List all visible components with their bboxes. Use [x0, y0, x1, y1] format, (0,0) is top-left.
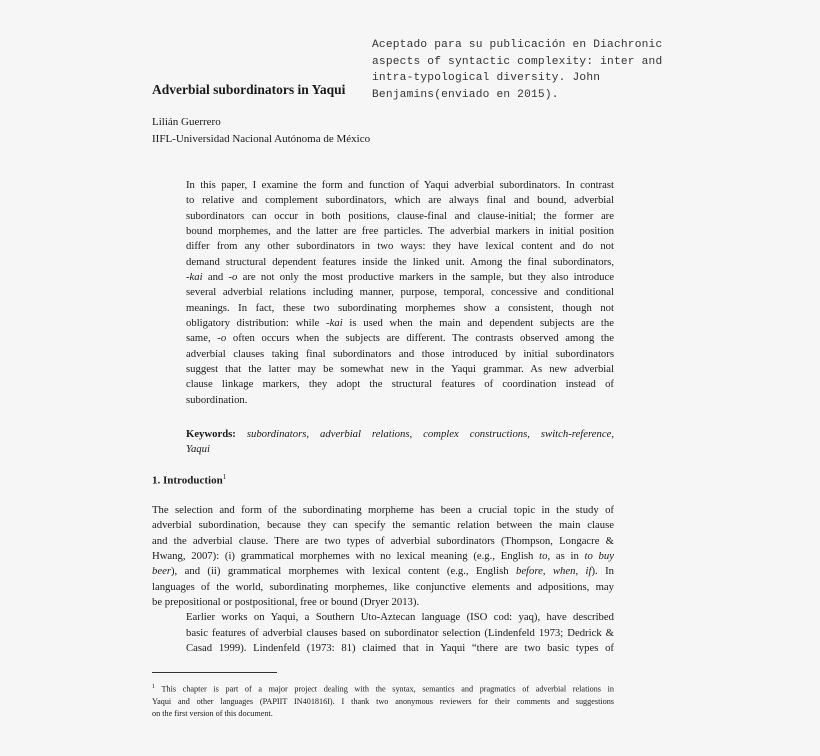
note-line: aspects of syntactic complexity: inter and: [372, 55, 663, 68]
footnote-line: $^1$ This chapter is part of a major project dealing with the syntax, semantics and pragmatics of adverbial relations in: [152, 684, 614, 694]
footnote-number: 1: [152, 684, 155, 690]
text-line: and the adverbial clause. There are two types of adverbial subordinators (Thompson, Longacre &: [152, 534, 614, 547]
text-line: bound morphemes, and the latter are free particles. The adverbial markers in initial position: [186, 225, 614, 238]
text-line: -kai and -o are not only the most productive markers in the sample, but they also introduce: [186, 271, 614, 284]
footnote: [152, 681, 614, 720]
paper-title: Adverbial subordinators in Yaqui: [152, 82, 346, 97]
text-line: basic features of adverbial clauses based on subordinator selection (Lindenfeld 1973; Dedrick &: [186, 626, 614, 639]
abstract: [186, 178, 614, 408]
author-affiliation: IIFL-Universidad Nacional Autónoma de México: [152, 133, 371, 145]
paragraph: [152, 610, 614, 656]
text-line: obligatory distribution: while -kai is used when the main and dependent subjects are the: [186, 317, 614, 330]
text-line: to relative and complement subordinators, which are always final and bound, adverbial: [186, 194, 614, 207]
footnote-line: Yaqui and other languages (PAPIIT IN401816I). I thank two anonymous reviewers for their comments and suggestions: [152, 696, 614, 706]
note-line: Aceptado para su publicación en Diachronic: [372, 39, 663, 51]
footnote-separator: [152, 672, 277, 673]
keywords-list-end: Yaqui: [186, 443, 210, 456]
author-block: [152, 114, 370, 148]
body-text: [152, 503, 614, 656]
text-line: be prepositional or postpositional, free or bound (Dryer 2013).: [152, 596, 420, 609]
text-line: adverbial clauses taking final subordinators and those introduced by initial subordinators: [186, 347, 614, 360]
keywords-label: Keywords:: [186, 428, 236, 440]
note-line: Benjamins(enviado en 2015).: [372, 88, 559, 101]
text-line: differ from any other subordinators in two ways: they have lexical content and do not: [186, 240, 614, 253]
text-line: demand structural dependent features inside the linked unit. Among the final subordinators,: [186, 255, 614, 268]
text-line: adverbial subordination, because they can specify the semantic relation between the main clause: [152, 519, 614, 532]
keywords-list: subordinators, adverbial relations, complex constructions, switch-reference,: [246, 428, 615, 440]
text-line: languages of the world, subordinating morphemes, like conjunctive elements and adpositions, may: [152, 580, 614, 593]
text-line: The selection and form of the subordinating morpheme has been a crucial topic in the study of: [152, 504, 614, 516]
text-line: suggest that the latter may be somewhat new in the Yaqui grammar. As new adverbial: [186, 363, 614, 376]
text-line: Hwang, 2007): (i) grammatical morphemes with no lexical meaning (e.g., English to, as in to buy: [152, 550, 614, 563]
keywords: [186, 427, 614, 458]
publication-note: [372, 37, 682, 103]
section-title: 1. Introduction: [152, 474, 223, 487]
text-line: Casad 1999). Lindenfeld (1973: 81) claimed that in Yaqui “there are two basic types of: [186, 642, 614, 655]
paragraph: [152, 503, 614, 610]
text-line: clause linkage markers, they adopt the structural features of coordination instead of: [186, 378, 614, 391]
footnote-marker[interactable]: 1: [222, 473, 227, 481]
text-line: In this paper, I examine the form and function of Yaqui adverbial subordinators. In contrast: [186, 179, 614, 191]
text-line: several adverbial relations including manner, purpose, temporal, concessive and conditional: [186, 286, 614, 299]
text-line: subordinators can occur in both positions, clause-final and clause-initial; the former are: [186, 209, 614, 222]
text-line: subordination.: [186, 393, 248, 406]
text-line: same, -o often occurs when the subjects are different. The contrasts observed among the: [186, 332, 614, 345]
note-line: intra-typological diversity. John: [372, 72, 601, 84]
text-line: beer), and (ii) grammatical morphemes with lexical content (e.g., English before, when, if). In: [152, 565, 614, 578]
text-line: meanings. In fact, these two subordinating morphemes show a consistent, though not: [186, 301, 614, 314]
text-line: Earlier works on Yaqui, a Southern Uto-Aztecan language (ISO cod: yaq), have described: [186, 611, 614, 624]
author-name: Lilián Guerrero: [152, 116, 221, 128]
section-heading: [152, 473, 226, 487]
footnote-line: on the first version of this document.: [152, 708, 273, 718]
